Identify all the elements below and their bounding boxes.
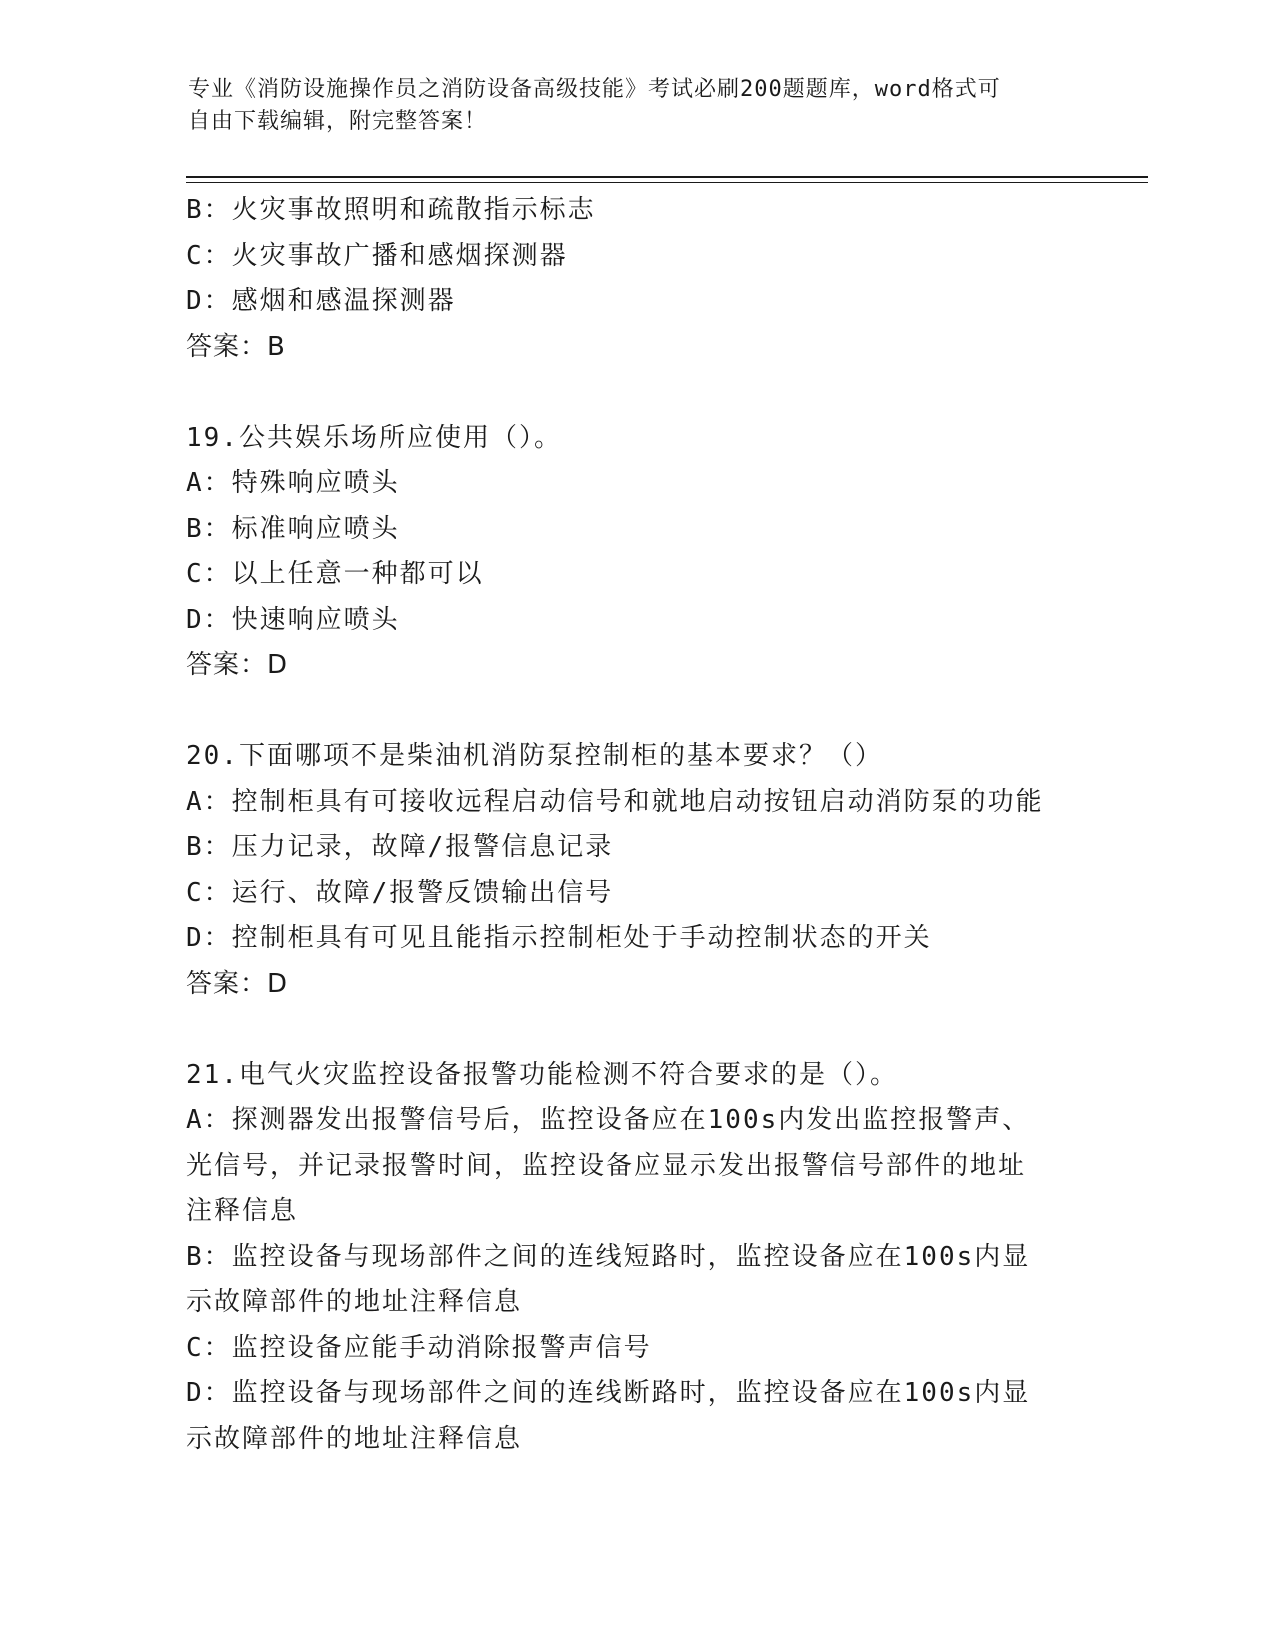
header-title-line-1: 专业《消防设施操作员之消防设备高级技能》考试必刷200题题库，word格式可 (188, 77, 1001, 102)
option-d: D：控制柜具有可见且能指示控制柜处于手动控制状态的开关 (186, 923, 932, 953)
option-c: C：以上任意一种都可以 (186, 559, 484, 589)
option-d-line-2: 示故障部件的地址注释信息 (186, 1423, 523, 1454)
header-divider-thin (186, 182, 1148, 183)
option-c: C：监控设备应能手动消除报警声信号 (186, 1332, 652, 1363)
question-stem: 20.下面哪项不是柴油机消防泵控制柜的基本要求？（） (186, 741, 883, 771)
option-a: A：特殊响应喷头 (186, 468, 400, 498)
question-stem: 19.公共娱乐场所应使用（）。 (186, 422, 562, 453)
option-b: B：标准响应喷头 (186, 513, 400, 544)
spacer (186, 370, 1086, 416)
spacer (186, 689, 1086, 735)
option-b: B：压力记录，故障/报警信息记录 (186, 832, 614, 862)
option-b-line-2: 示故障部件的地址注释信息 (186, 1287, 523, 1317)
spacer (186, 1007, 1086, 1053)
option-d: D：快速响应喷头 (186, 604, 400, 635)
answer-line: 答案：D (186, 968, 289, 999)
question-stem: 21.电气火灾监控设备报警功能检测不符合要求的是（）。 (186, 1059, 898, 1090)
option-a-line-3: 注释信息 (186, 1196, 299, 1226)
option-d: D：感烟和感温探测器 (186, 286, 456, 316)
option-b-line-1: B：监控设备与现场部件之间的连线短路时，监控设备应在100s内显 (186, 1241, 1031, 1272)
option-c: C：火灾事故广播和感烟探测器 (186, 240, 568, 271)
answer-line: 答案：D (186, 650, 289, 680)
option-a-line-1: A：探测器发出报警信号后，监控设备应在100s内发出监控报警声、 (186, 1105, 1031, 1135)
question-18-tail (186, 188, 1086, 370)
question-21 (186, 1053, 1086, 1463)
option-a-line-2: 光信号，并记录报警时间，监控设备应显示发出报警信号部件的地址 (186, 1150, 1027, 1181)
document-header (188, 74, 1088, 138)
option-d-line-1: D：监控设备与现场部件之间的连线断路时，监控设备应在100s内显 (186, 1378, 1031, 1408)
answer-line: 答案：B (186, 331, 286, 362)
option-b: B：火灾事故照明和疏散指示标志 (186, 195, 596, 225)
option-c: C：运行、故障/报警反馈输出信号 (186, 877, 614, 908)
question-20 (186, 734, 1086, 1007)
question-19 (186, 416, 1086, 689)
header-title-line-2: 自由下载编辑，附完整答案！ (188, 109, 488, 134)
option-a: A：控制柜具有可接收远程启动信号和就地启动按钮启动消防泵的功能 (186, 786, 1044, 817)
question-list (186, 188, 1086, 1462)
header-divider-thick (186, 176, 1148, 178)
